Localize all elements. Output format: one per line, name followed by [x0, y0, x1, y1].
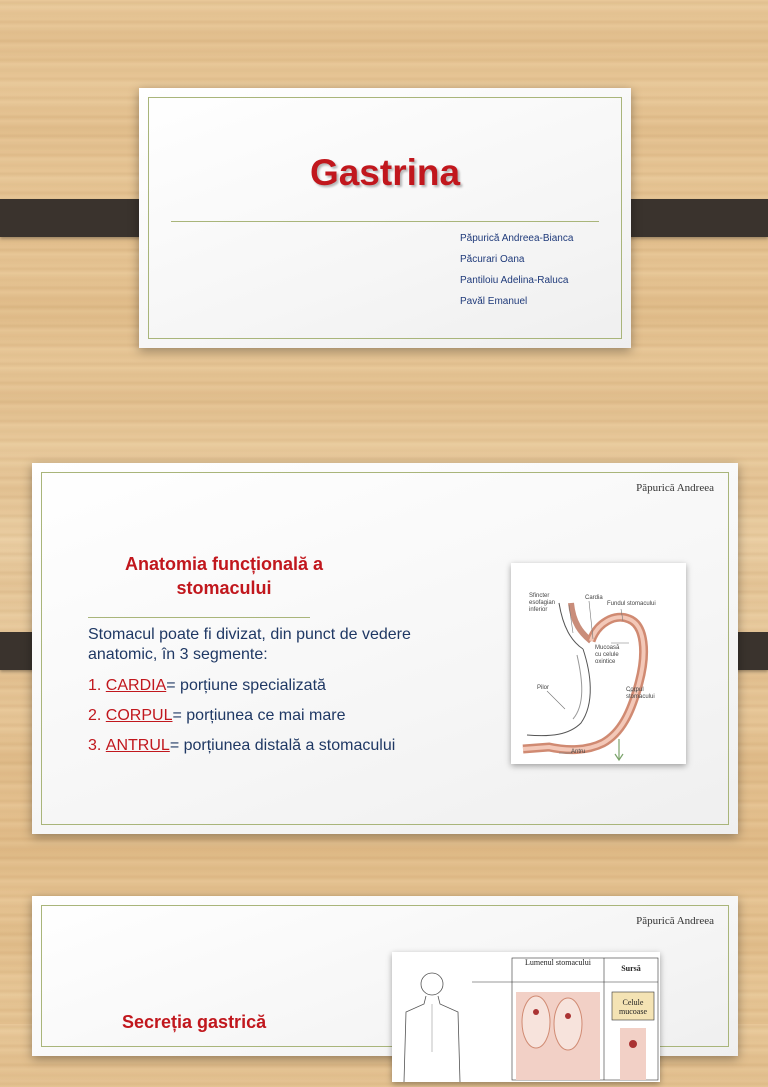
- heading-divider: [88, 617, 310, 618]
- author-item: Păcurari Oana: [460, 254, 525, 265]
- segment-desc: = porțiunea ce mai mare: [172, 707, 346, 724]
- label-lumen: Lumenul stomacului: [525, 958, 591, 967]
- slide-heading: Secreția gastrică: [122, 1012, 267, 1032]
- stomach-anatomy-figure: [511, 563, 686, 764]
- list-item: [88, 706, 395, 736]
- segment-term: ANTRUL: [105, 737, 170, 754]
- presenter-name: Păpurică Andreea: [636, 915, 714, 927]
- gastric-secretion-figure: [392, 952, 660, 1082]
- label-antru: Antru: [571, 749, 586, 755]
- label-pilor: Pilor: [537, 685, 550, 691]
- intro-text: Stomacul poate fi divizat, din punct de vedere anatomic, în 3 segmente:: [88, 626, 411, 663]
- left-strip-1: [0, 199, 155, 237]
- list-item: [88, 736, 395, 766]
- label-corpul: Corpul stomacului: [626, 687, 655, 700]
- segment-desc: = porțiune specializată: [166, 677, 326, 694]
- label-sfincter: Sfincter esofagian inferior: [529, 593, 556, 613]
- segment-desc: = porțiunea distală a stomacului: [169, 737, 396, 754]
- presenter-name: Păpurică Andreea: [636, 482, 714, 494]
- presentation-title: Gastrina: [309, 152, 461, 193]
- author-item: Păpurică Andreea-Bianca: [460, 233, 574, 244]
- heading-line: stomacului: [176, 578, 272, 598]
- label-celule: Celule mucoase: [619, 998, 647, 1016]
- segment-number: 3.: [88, 737, 102, 754]
- heading-line: Anatomia funcțională a: [124, 554, 324, 574]
- right-strip-1: [613, 199, 768, 237]
- slide-anatomy[interactable]: [32, 463, 738, 834]
- author-item: Pavăl Emanuel: [460, 296, 528, 307]
- label-cardia: Cardia: [585, 595, 603, 601]
- segment-number: 2.: [88, 707, 102, 724]
- title-divider: [171, 221, 599, 222]
- segment-number: 1.: [88, 677, 102, 694]
- label-fundul: Fundul stomacului: [607, 601, 656, 607]
- segment-list: [88, 676, 395, 766]
- author-item: Pantiloiu Adelina-Raluca: [460, 275, 569, 286]
- author-list: [460, 232, 573, 316]
- slide-heading: [84, 552, 364, 600]
- label-sursa: Sursă: [621, 964, 641, 973]
- slide-title[interactable]: [139, 88, 631, 348]
- segment-term: CORPUL: [105, 707, 173, 724]
- segment-term: CARDIA: [105, 677, 167, 694]
- slide-secretion[interactable]: [32, 896, 738, 1056]
- list-item: [88, 676, 395, 706]
- label-mucoasa: Mucoasă cu celule oxintice: [595, 645, 620, 665]
